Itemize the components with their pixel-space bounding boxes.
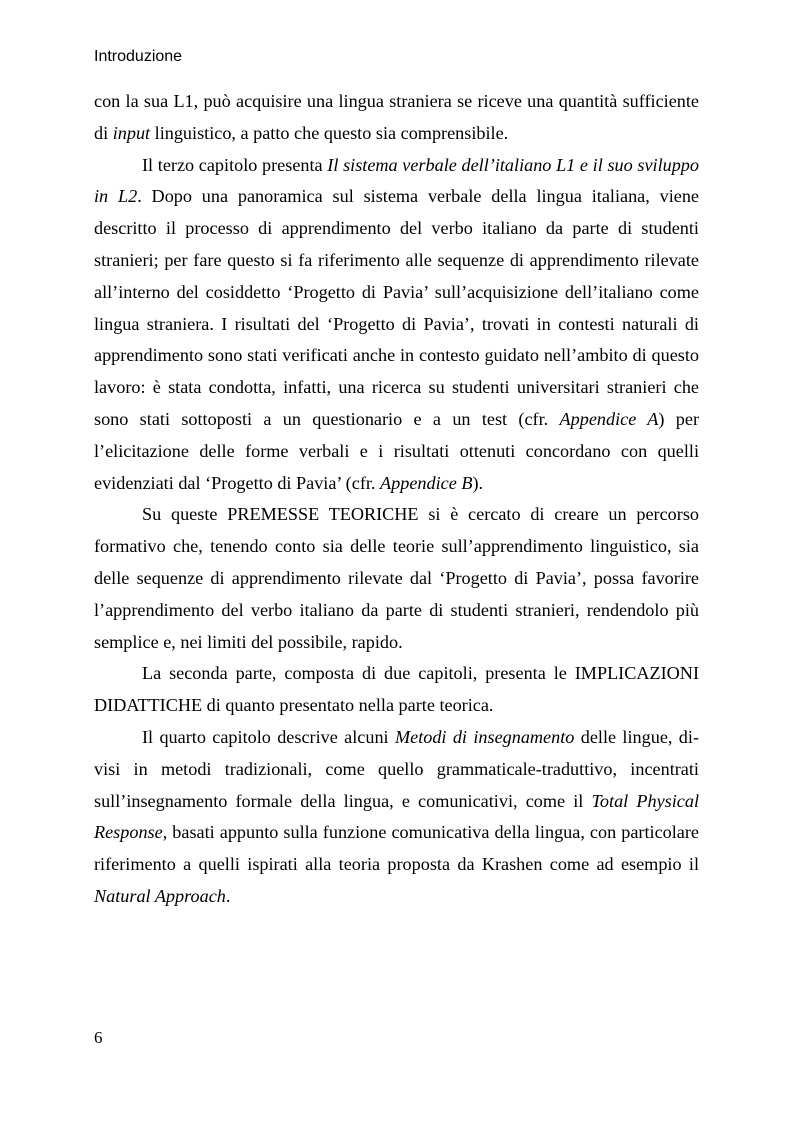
text-run: Su queste PREMESSE TEORICHE si è cercato di creare un percorso formativo che, tenendo conto sia delle teorie sull’apprendimento linguistico, sia delle sequenze di apprendimento rilevate dal ‘Progetto di Pavia’, possa favorire l’apprendimento del verbo italiano da parte di studenti stranieri, rendendolo più semplice e, nei limiti del possibile, rapido. (94, 504, 699, 652)
italic-run: Appendice B (380, 472, 473, 493)
text-run: . Dopo una panoramica sul sistema verbale della lingua italiana, viene descritto il processo di apprendimento del verbo italiano da parte di studenti stranieri; per fare questo si fa riferimento alle sequenze di apprendimento rilevate all’interno del cosiddetto ‘Progetto di Pavia’ sull’acquisizione dell’italiano come lingua straniera. I risultati del ‘Progetto di Pavia’, trovati in contesti naturali di apprendimento sono stati verificati anche in contesto guidato nell’ambito di questo lavoro: è stata condotta, infatti, una ricerca su studenti universitari stranieri che sono stati sottoposti a un questionario e a un test (cfr. (94, 186, 700, 429)
text-run: La seconda parte, composta di due capitoli, presenta le IMPLICAZIONI DIDATTICHE di quanto presentato nella parte teorica. (94, 663, 699, 716)
italic-run: Il sistema verbale dell’italiano L1 e il suo sviluppo in L2 (94, 154, 699, 207)
paragraph-5 (94, 722, 699, 913)
running-header: Introduzione (94, 48, 183, 65)
paragraph-1 (94, 86, 699, 150)
italic-run: Total Physical Response (94, 790, 699, 843)
text-run: , basati appunto sulla funzione comunicativa della lingua, con particolare riferimento a quelli ispirati alla teoria proposta da Krashen come ad esempio il (94, 822, 699, 875)
text-run: Il quarto capitolo descrive alcuni (142, 726, 395, 747)
italic-run: input (112, 122, 151, 143)
italic-run: Metodi di insegnamento (394, 726, 575, 747)
paragraph-3 (94, 499, 699, 658)
body-text (94, 86, 699, 913)
italic-run: Appendice A (559, 408, 659, 429)
text-run: delle lingue, divisi in metodi tradizionali, come quello grammaticale-traduttivo, incentrati sull’insegnamento formale della lingua, e comunicativi, come il (94, 726, 699, 811)
text-run: linguistico, a patto che questo sia comprensibile. (150, 122, 509, 143)
text-run: ) per l’elicitazione delle forme verbali e i risultati ottenuti concordano con quelli evidenziati dal ‘Progetto di Pavia’ (cfr. (94, 408, 700, 493)
text-run: con la sua L1, può acquisire una lingua straniera se riceve una quantità sufficiente di (94, 91, 699, 143)
italic-run: Natural Approach (94, 885, 226, 906)
text-run: . (225, 885, 231, 906)
paragraph-4 (94, 658, 699, 722)
page-number: 6 (94, 1028, 103, 1047)
paragraph-2 (94, 150, 699, 500)
text-run: Il terzo capitolo presenta (142, 154, 328, 175)
text-run: ). (472, 472, 484, 493)
